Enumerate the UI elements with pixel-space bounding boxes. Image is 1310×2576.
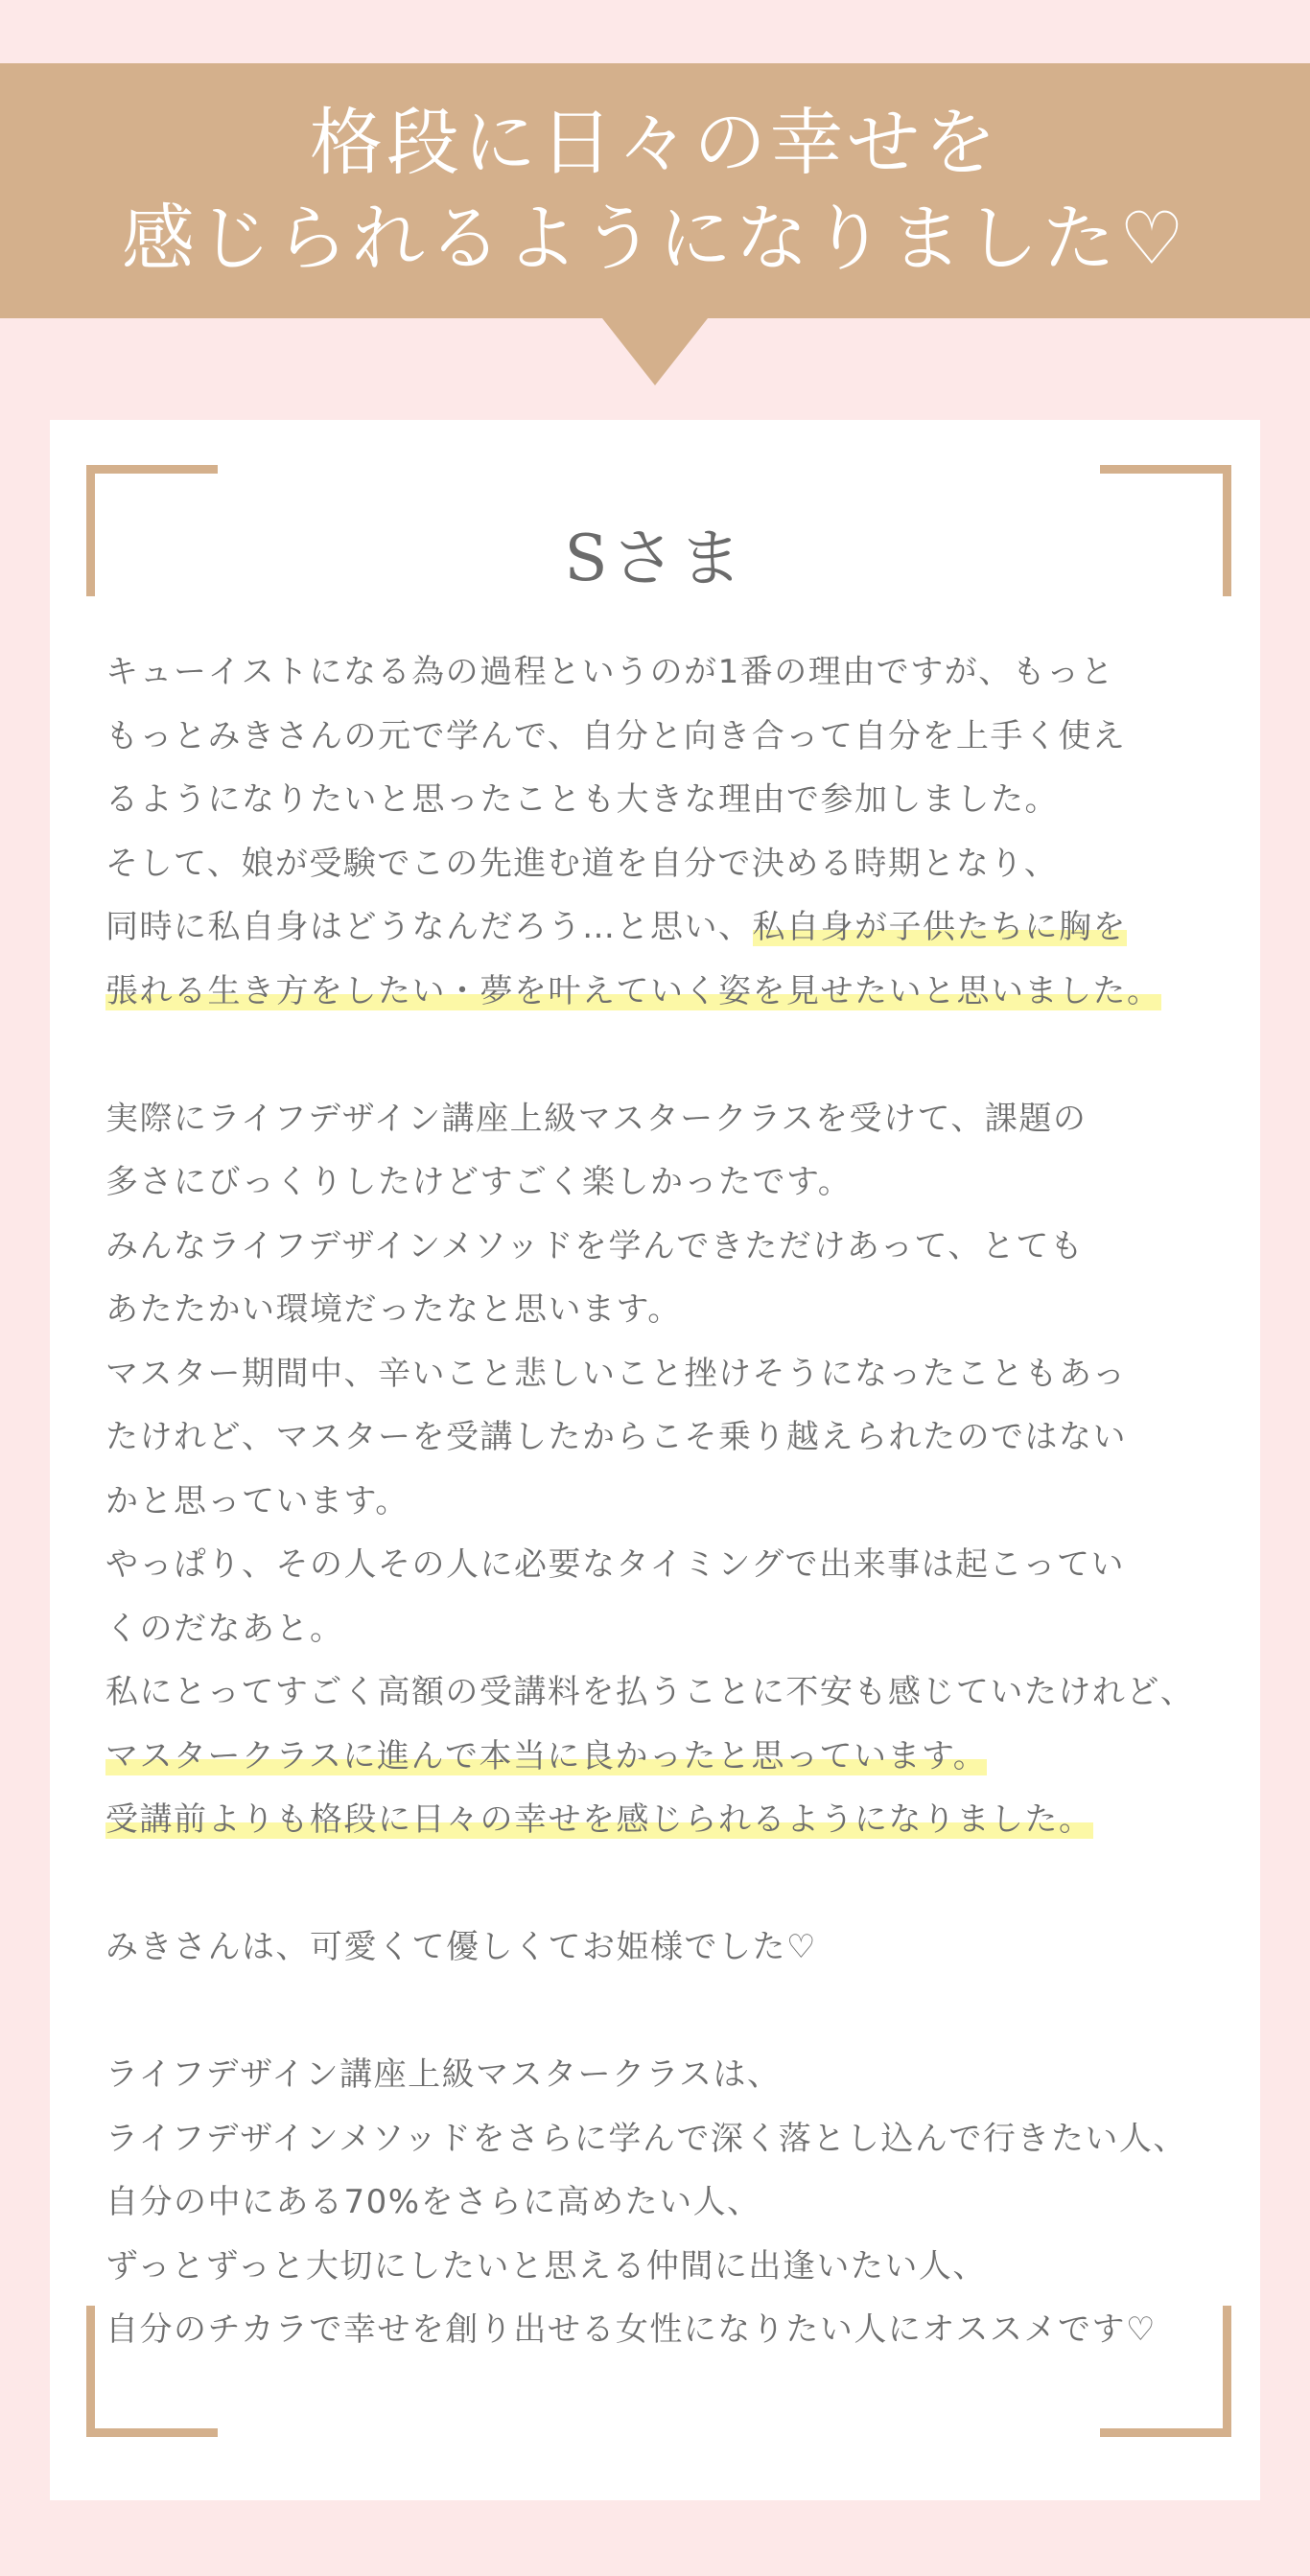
testimonial-line-text: みんなライフデザインメソッドを学んできただけあって、とても: [105, 1226, 1085, 1265]
headline-line-1: 格段に日々の幸せを: [310, 100, 1000, 185]
testimonial-line: [105, 1660, 1256, 1725]
testimonial-line: [105, 768, 1256, 832]
testimonial-line: [105, 1597, 1256, 1661]
testimonial-line: [105, 1215, 1256, 1279]
testimonial-line: [105, 2235, 1256, 2299]
testimonial-line: [105, 1470, 1256, 1534]
testimonial-line-text: そして、娘が受験でこの先進む道を自分で決める時期となり、: [105, 844, 1059, 883]
testimonial-line: [105, 1725, 1256, 1789]
testimonial-line: [105, 1533, 1256, 1597]
testimonial-line-text: もっとみきさんの元で学んで、自分と向き合って自分を上手く使え: [105, 716, 1127, 755]
testimonial-line-text: ライフデザイン講座上級マスタークラスは、: [105, 2055, 782, 2094]
testimonial-body: [105, 640, 1256, 2362]
testimonial-line: [105, 832, 1256, 896]
testimonial-line-text: 同時に私自身はどうなんだろう…と思い、: [105, 908, 753, 946]
testimonial-card: [50, 420, 1260, 2500]
banner-pointer-arrow: [602, 318, 708, 385]
testimonial-line-text: マスター期間中、辛いこと悲しいこと挫けそうになったこともあっ: [105, 1354, 1127, 1393]
testimonial-line: [105, 895, 1256, 960]
testimonial-line-text: あたたかい環境だったなと思います。: [105, 1290, 682, 1329]
testimonial-line: [105, 1023, 1256, 1087]
testimonial-line-text: キューイストになる為の過程というのが1番の理由ですが、もっと: [105, 653, 1115, 691]
testimonial-line: [105, 1150, 1256, 1215]
testimonial-line-text: 私にとってすごく高額の受講料を払うことに不安も感じていたけれど、: [105, 1673, 1195, 1711]
highlighted-text: マスタークラスに進んで本当に良かったと思っています。: [105, 1736, 988, 1775]
testimonial-line: [105, 640, 1256, 705]
headline-line-2: 感じられるようになりました♡: [121, 196, 1189, 281]
testimonial-line: [105, 2170, 1256, 2235]
testimonial-line-text: 実際にライフデザイン講座上級マスタークラスを受けて、課題の: [105, 1099, 1088, 1138]
testimonial-line: [105, 1788, 1256, 1852]
testimonial-line: [105, 1342, 1256, 1406]
testimonial-line: [105, 1278, 1256, 1342]
testimonial-line-text: かと思っています。: [105, 1481, 409, 1520]
testimonial-line: [105, 2043, 1256, 2107]
testimonial-line-text: ライフデザインメソッドをさらに学んで深く落とし込んで行きたい人、: [105, 2119, 1187, 2158]
testimonial-line: [105, 960, 1256, 1024]
testimonial-line: [105, 1087, 1256, 1151]
testimonial-line-text: 自分の中にある70%をさらに高めたい人、: [105, 2183, 761, 2221]
highlighted-text: 張れる生き方をしたい・夢を叶えていく姿を見せたいと思いました。: [105, 971, 1161, 1010]
testimonial-line-text: みきさんは、可愛くて優しくてお姫様でした♡: [105, 1928, 817, 1966]
testimonial-line: [105, 1405, 1256, 1470]
testimonial-line-text: たけれど、マスターを受講したからこそ乗り越えられたのではない: [105, 1418, 1127, 1456]
testimonial-line-text: るようになりたいと思ったことも大きな理由で参加しました。: [105, 780, 1059, 819]
highlighted-text: 私自身が子供たちに胸を: [752, 908, 1127, 946]
testimonial-line-text: ずっとずっと大切にしたいと思える仲間に出逢いたい人、: [105, 2246, 987, 2286]
testimonial-line-text: 多さにびっくりしたけどすごく楽しかったです。: [105, 1163, 853, 1201]
testimonial-author-name: Sさま: [564, 522, 746, 595]
testimonial-line: [105, 1980, 1256, 2044]
testimonial-line: [105, 1915, 1256, 1980]
testimonial-line: [105, 2298, 1256, 2362]
testimonial-line-text: やっぱり、その人その人に必要なタイミングで出来事は起こってい: [105, 1545, 1125, 1584]
testimonial-line: [105, 2107, 1256, 2171]
testimonial-line-text: くのだなあと。: [105, 1609, 344, 1648]
testimonial-line-text: 自分のチカラで幸せを創り出せる女性になりたい人にオススメです♡: [105, 2310, 1157, 2349]
headline-banner: [0, 63, 1310, 318]
testimonial-line: [105, 705, 1256, 769]
testimonial-line: [105, 1852, 1256, 1916]
highlighted-text: 受講前よりも格段に日々の幸せを感じられるようになりました。: [105, 1800, 1093, 1839]
